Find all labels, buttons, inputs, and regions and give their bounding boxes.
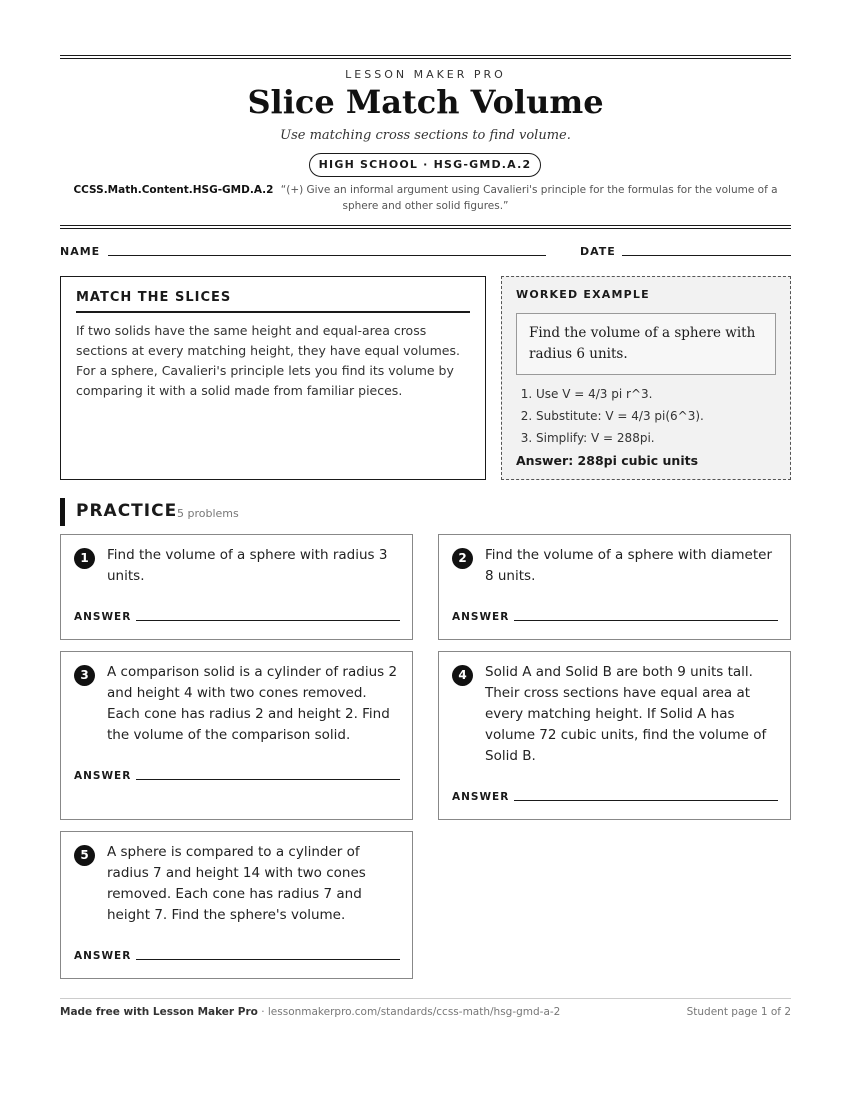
footer-url: · lessonmakerpro.com/standards/ccss-math/hsg-gmd-a-2 [257, 1006, 561, 1018]
problem-card [438, 534, 791, 640]
answer-row [74, 611, 400, 625]
problem-card [60, 651, 413, 820]
name-label: NAME [60, 245, 101, 258]
worked-example-step: 2. Substitute: V = 4/3 pi(6^3). [536, 405, 776, 427]
standard-description [60, 182, 791, 214]
standard-code: CCSS.Math.Content.HSG-GMD.A.2 [73, 184, 274, 196]
problem-number-badge: 3 [74, 665, 95, 686]
answer-label: ANSWER [452, 611, 510, 623]
practice-header [60, 498, 360, 526]
problem-card [438, 651, 791, 820]
answer-row [452, 611, 778, 625]
date-field[interactable] [622, 255, 791, 256]
answer-field[interactable] [136, 959, 400, 960]
footer-page-number: Student page 1 of 2 [686, 1006, 791, 1018]
worked-example-step: 3. Simplify: V = 288pi. [536, 427, 776, 449]
brand-name: LESSON MAKER PRO [345, 68, 506, 81]
name-field[interactable] [108, 255, 546, 256]
worked-example-question: Find the volume of a sphere with radius 6 units. [516, 313, 776, 375]
worked-example-box [501, 276, 791, 480]
worked-example-steps [516, 383, 776, 449]
concept-box [60, 276, 486, 480]
answer-row [452, 791, 778, 805]
problem-number-badge: 2 [452, 548, 473, 569]
footer-rule [60, 998, 791, 999]
name-date-row [60, 245, 791, 261]
answer-field[interactable] [514, 800, 778, 801]
answer-field[interactable] [514, 620, 778, 621]
worksheet-title: Slice Match Volume [247, 83, 604, 121]
date-label: DATE [580, 245, 616, 258]
problem-text: Find the volume of a sphere with diameter 8 units. [485, 547, 773, 584]
header-bottom-rule [60, 225, 791, 229]
problem-number-badge: 4 [452, 665, 473, 686]
answer-field[interactable] [136, 779, 400, 780]
problem-card [60, 831, 413, 979]
problem-text: Find the volume of a sphere with radius 3 units. [107, 547, 388, 584]
worked-example-answer: Answer: 288pi cubic units [516, 453, 699, 468]
practice-count: 5 problems [177, 507, 239, 520]
answer-row [74, 950, 400, 964]
practice-accent-bar [60, 498, 65, 526]
worked-example-heading: WORKED EXAMPLE [516, 288, 650, 301]
answer-row [74, 770, 400, 784]
footer [60, 1006, 791, 1018]
problem-card [60, 534, 413, 640]
standard-text: “(+) Give an informal argument using Cavalieri's principle for the formulas for the volume of a sphere and other solid figures.” [280, 184, 778, 212]
footer-made-with: Made free with Lesson Maker Pro [60, 1006, 258, 1018]
answer-field[interactable] [136, 620, 400, 621]
answer-label: ANSWER [452, 791, 510, 803]
worked-example-step: 1. Use V = 4/3 pi r^3. [536, 383, 776, 405]
concept-body: If two solids have the same height and equal-area cross sections at every matching height, they have equal volumes. For a sphere, Cavalieri's principle lets you find its volume by comparing it with a solid made from familiar pieces. [76, 323, 460, 398]
answer-label: ANSWER [74, 950, 132, 962]
answer-label: ANSWER [74, 611, 132, 623]
problem-number-badge: 1 [74, 548, 95, 569]
problem-number-badge: 5 [74, 845, 95, 866]
concept-heading: MATCH THE SLICES [76, 290, 470, 313]
answer-label: ANSWER [74, 770, 132, 782]
header-top-rule [60, 55, 791, 59]
problem-text: A comparison solid is a cylinder of radius 2 and height 4 with two cones removed. Each cone has radius 2 and height 2. Find the volume of the comparison solid. [107, 664, 398, 743]
practice-title: PRACTICE [76, 501, 178, 521]
problem-text: Solid A and Solid B are both 9 units tall. Their cross sections have equal area at every matching height. If Solid A has volume 72 cubic units, find the volume of Solid B. [485, 664, 767, 764]
worksheet-subtitle: Use matching cross sections to find volume. [280, 128, 571, 143]
problem-text: A sphere is compared to a cylinder of radius 7 and height 14 with two cones removed. Each cone has radius 7 and height 7. Find the sphere's volume. [107, 844, 366, 923]
grade-standard-badge: HIGH SCHOOL · HSG-GMD.A.2 [309, 153, 541, 177]
